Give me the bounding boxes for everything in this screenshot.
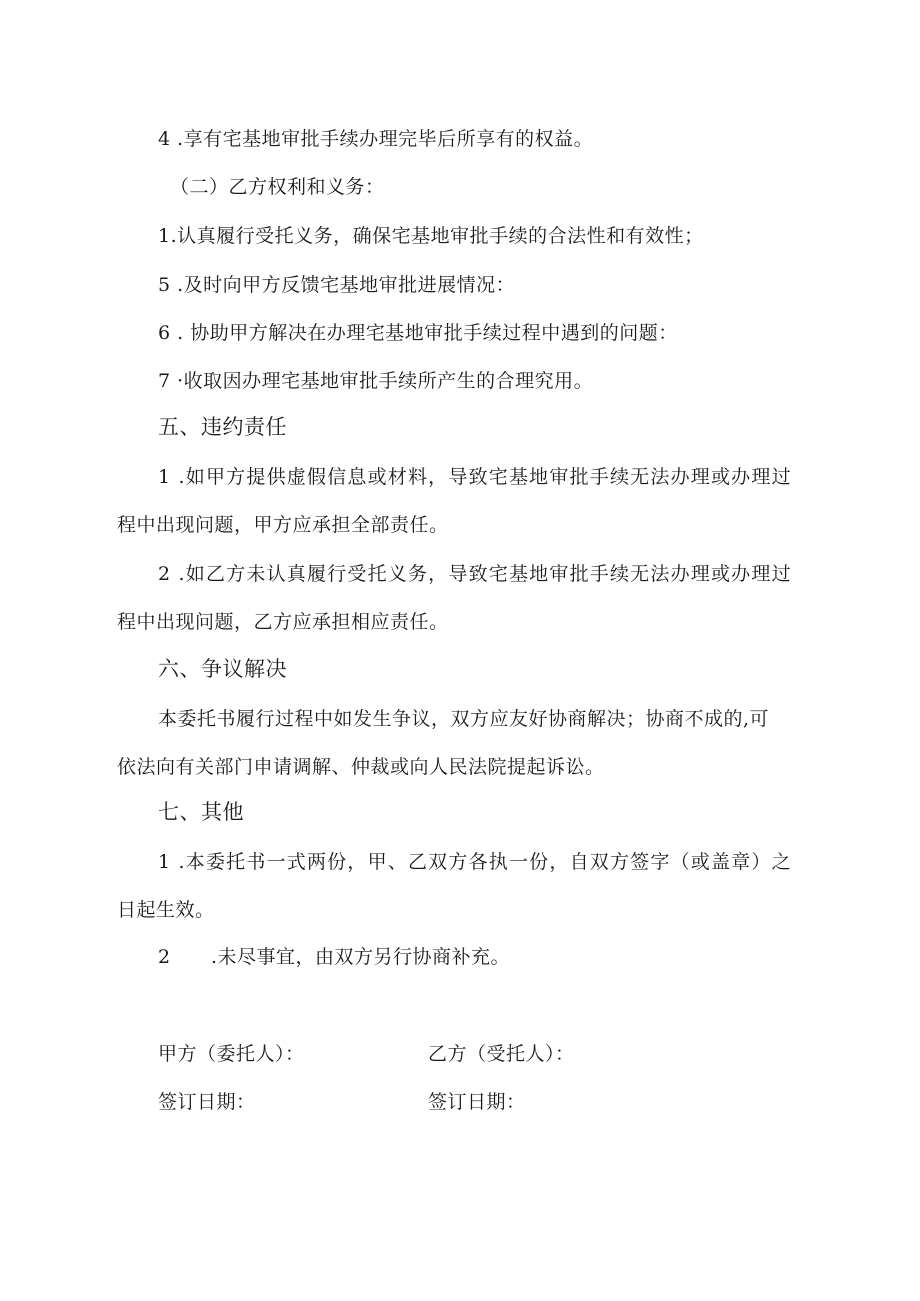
other-item-1-line-2: 日起生效。 [117, 899, 215, 921]
dispute-text-line-2: 依法向有关部门申请调解、仲裁或向人民法院提起诉讼。 [117, 756, 605, 778]
breach-item-1-line-2: 程中出现问题，甲方应承担全部责任。 [117, 514, 449, 536]
party-a-date-label: 签订日期： [158, 1091, 256, 1113]
dispute-text-line-1: 本委托书履行过程中如发生争议，双方应友好协商解决；协商不成的,可 [158, 708, 770, 730]
party-b-date-label: 签订日期： [428, 1091, 526, 1113]
breach-item-2-line-2: 程中出现问题，乙方应承担相应责任。 [117, 611, 449, 633]
other-item-1-line-1: 1 .本委托书一式两份，甲、乙双方各执一份，自双方签字（或盖章）之 [158, 851, 792, 873]
breach-item-2-line-1: 2 .如乙方未认真履行受托义务，导致宅基地审批手续无法办理或办理过 [158, 563, 792, 585]
party-b-item-5: 5 .及时向甲方反馈宅基地审批进展情况： [158, 274, 516, 296]
right-item-4: 4 .享有宅基地审批手续办理完毕后所享有的权益。 [158, 128, 594, 150]
breach-item-1-line-1: 1 .如甲方提供虚假信息或材料，导致宅基地审批手续无法办理或办理过 [158, 466, 792, 488]
party-b-item-6: 6 . 协助甲方解决在办理宅基地审批手续过程中遇到的问题： [158, 322, 678, 344]
party-b-signature-label: 乙方（受托人）： [428, 1043, 575, 1065]
party-a-signature-label: 甲方（委托人）： [158, 1043, 305, 1065]
party-b-item-1: 1.认真履行受托义务，确保宅基地审批手续的合法性和有效性； [158, 225, 704, 247]
section-heading-other: 七、其他 [158, 800, 244, 824]
section-heading-dispute: 六、争议解决 [158, 657, 287, 681]
party-b-item-7: 7 ·收取因办理宅基地审批手续所产生的合理究用。 [158, 370, 594, 392]
other-item-2-text: .未尽事宜，由双方另行协商补充。 [211, 946, 511, 968]
party-b-rights-heading: （二）乙方权利和义务： [170, 176, 385, 198]
other-item-2-number: 2 [158, 946, 171, 968]
section-heading-breach: 五、违约责任 [158, 415, 287, 439]
